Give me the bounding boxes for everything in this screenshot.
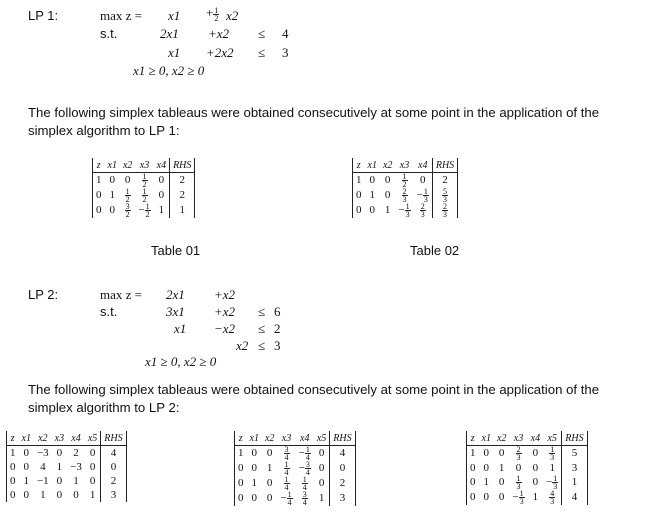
ta-h-x5: x5: [85, 431, 101, 446]
t1-cell: $\frac{3}{2}$: [125, 202, 130, 219]
tb-cell: 1: [235, 446, 247, 462]
ta-cell: 1: [73, 474, 79, 487]
ta-cell: 4: [40, 460, 46, 473]
table02: [352, 158, 458, 218]
t2-h-x1: x1: [365, 158, 380, 173]
lp1-st-label: s.t.: [100, 26, 118, 41]
tc-cell: 1: [543, 461, 562, 475]
t1-cell: 0: [124, 174, 131, 186]
lp1-c2-x1: x1: [168, 45, 181, 60]
lp2-obj-x2: +x2: [214, 287, 236, 302]
lp1-nonneg: x1 ≥ 0, x2 ≥ 0: [133, 63, 205, 78]
ta-h-x2: x2: [34, 431, 52, 446]
tc-cell: 1: [532, 491, 539, 503]
t2-cell: 1: [384, 204, 391, 216]
ta-cell: 0: [85, 474, 101, 488]
lp1-c2-rhs: 3: [282, 45, 289, 60]
t1-h-z: z: [93, 158, 105, 173]
t1-cell: 1: [154, 203, 170, 218]
ta-cell: 0: [56, 488, 63, 501]
t2-h-rhs: RHS: [432, 158, 457, 173]
tc-cell: 0: [498, 476, 505, 488]
table-a: [6, 431, 127, 502]
table02-caption: Table 02: [410, 243, 460, 258]
tc-cell: 0: [498, 491, 505, 503]
t2-cell: 0: [353, 203, 365, 218]
tc-cell: $\frac{1}{3}$: [543, 446, 562, 462]
lp1-obj-x1: x1: [168, 8, 181, 23]
t2-cell: − $\frac{1}{3}$: [398, 202, 410, 219]
lp1-c1-rel: ≤: [258, 26, 266, 41]
t2-cell: 0: [384, 174, 391, 186]
ta-cell: 0: [7, 474, 19, 488]
tb-cell: 0: [330, 461, 355, 476]
tb-cell: $\frac{1}{4}$: [284, 475, 289, 492]
ta-cell: 0: [85, 446, 101, 461]
ta-cell: 1: [23, 474, 29, 487]
t2-h-x3: x3: [395, 158, 413, 173]
tb-cell: 0: [314, 476, 330, 491]
ta-cell: 3: [101, 488, 126, 502]
tb-cell: 3: [330, 491, 355, 506]
table-c: [466, 431, 588, 505]
tc-h-x3: x3: [509, 431, 527, 446]
tc-cell: $\frac{1}{3}$: [516, 474, 521, 491]
ta-cell: −1: [36, 474, 49, 487]
tc-h-x1: x1: [479, 431, 494, 446]
para1: The following simplex tableaus were obtained consecutively at some point in the application of the simplex algorithm to LP 1:: [28, 105, 600, 138]
tb-cell: − $\frac{1}{4}$: [280, 490, 292, 507]
tc-cell: 0: [483, 461, 489, 474]
tb-h-rhs: RHS: [330, 431, 355, 446]
lp2-c2-rhs: 2: [274, 321, 281, 336]
ta-h-x1: x1: [19, 431, 34, 446]
tc-cell: 0: [532, 476, 539, 488]
tb-h-x1: x1: [247, 431, 262, 446]
lp2-c3-x2: x2: [236, 338, 249, 353]
para2: The following simplex tableaus were obtained consecutively at some point in the application of the simplex algorithm to LP 2:: [28, 382, 600, 415]
tb-cell: $\frac{1}{4}$: [284, 460, 289, 477]
lp1-obj-x2: x2: [226, 8, 239, 23]
tb-cell: $\frac{1}{4}$: [302, 475, 307, 492]
ta-cell: 1: [7, 446, 19, 461]
lp1-c1-x2: +x2: [208, 26, 230, 41]
lp2-c1-rel: ≤: [258, 304, 266, 319]
t1-cell: 1: [93, 173, 105, 189]
lp2-c2-rel: ≤: [258, 321, 266, 336]
lp2-c2-x1: x1: [174, 321, 187, 336]
lp2-label: LP 2:: [28, 287, 59, 302]
tb-cell: 0: [251, 462, 257, 474]
t2-cell: $\frac{5}{3}$: [432, 188, 457, 203]
t2-h-x2: x2: [380, 158, 395, 173]
t1-h-rhs: RHS: [170, 158, 195, 173]
tb-cell: 0: [266, 492, 273, 504]
t1-cell: 0: [109, 174, 115, 186]
t1-cell: 0: [109, 204, 115, 216]
tb-cell: $\frac{3}{4}$: [302, 490, 307, 507]
t1-cell: 2: [170, 188, 195, 203]
t1-cell: − $\frac{1}{2}$: [138, 202, 150, 219]
ta-h-x4: x4: [67, 431, 85, 446]
tb-cell: 0: [251, 492, 257, 504]
t2-cell: 1: [353, 173, 365, 189]
lp1-max-label: max z =: [100, 8, 142, 23]
tc-cell: 0: [532, 461, 539, 474]
t2-cell: 0: [353, 188, 365, 203]
tc-h-x4: x4: [528, 431, 543, 446]
tc-cell: 0: [515, 461, 522, 474]
ta-cell: −3: [70, 460, 82, 473]
tc-cell: 0: [483, 447, 489, 459]
lp2-c1-x2: +x2: [214, 304, 236, 319]
tb-cell: 0: [266, 477, 273, 489]
t1-cell: 0: [93, 188, 105, 203]
ta-cell: 2: [73, 446, 79, 459]
tb-cell: 1: [251, 477, 257, 489]
tc-cell: 1: [498, 461, 505, 474]
tc-cell: $\frac{2}{3}$: [516, 445, 521, 462]
table-b: [234, 431, 356, 506]
ta-cell: 1: [56, 460, 63, 473]
t1-cell: 0: [154, 173, 170, 189]
tb-h-x4: x4: [296, 431, 314, 446]
lp2-c3-rel: ≤: [258, 338, 266, 353]
lp1-c2-x2: +2x2: [206, 45, 234, 60]
t1-cell: $\frac{1}{2}$: [142, 172, 147, 189]
ta-cell: 0: [101, 460, 126, 474]
t2-h-x4: x4: [414, 158, 433, 173]
t1-h-x2: x2: [120, 158, 135, 173]
tc-cell: 1: [483, 476, 489, 488]
t1-cell: 2: [170, 173, 195, 189]
ta-cell: 1: [40, 488, 46, 501]
ta-cell: 2: [101, 474, 126, 488]
ta-cell: 0: [23, 488, 29, 501]
tb-cell: − $\frac{3}{4}$: [298, 460, 310, 477]
ta-cell: 4: [101, 446, 126, 461]
t1-cell: 1: [109, 189, 115, 201]
lp2-c1-rhs: 6: [274, 304, 281, 319]
lp1-c1-x1: 2x1: [160, 26, 179, 41]
t2-cell: $\frac{2}{3}$: [414, 203, 433, 218]
tc-cell: 4: [562, 490, 587, 505]
tb-cell: 0: [266, 447, 273, 459]
t1-h-x4: x4: [154, 158, 170, 173]
t2-cell: 0: [384, 189, 391, 201]
tc-cell: 1: [562, 475, 587, 490]
tc-h-z: z: [467, 431, 479, 446]
lp2-nonneg: x1 ≥ 0, x2 ≥ 0: [145, 354, 217, 369]
lp2-obj-x1: 2x1: [166, 287, 185, 302]
lp1-c1-rhs: 4: [282, 26, 289, 41]
tc-cell: 0: [467, 475, 479, 490]
ta-cell: 0: [23, 446, 29, 459]
t1-h-x3: x3: [135, 158, 153, 173]
tb-cell: 0: [314, 461, 330, 476]
lp2-c2-x2: −x2: [214, 321, 236, 336]
ta-h-rhs: RHS: [101, 431, 126, 446]
ta-cell: 0: [56, 474, 63, 487]
tc-cell: − $\frac{1}{3}$: [512, 489, 524, 506]
lp1-c2-rel: ≤: [258, 45, 266, 60]
t2-cell: $\frac{2}{3}$: [432, 203, 457, 218]
ta-h-z: z: [7, 431, 19, 446]
t1-h-x1: x1: [105, 158, 120, 173]
ta-cell: 0: [7, 460, 19, 474]
tc-cell: 1: [467, 446, 479, 462]
tb-cell: 0: [314, 446, 330, 462]
ta-cell: 0: [7, 488, 19, 502]
tb-cell: $\frac{3}{4}$: [284, 445, 289, 462]
t2-cell: 2: [432, 173, 457, 189]
tc-cell: 0: [467, 461, 479, 475]
tc-cell: 0: [498, 447, 505, 459]
tb-h-x3: x3: [277, 431, 295, 446]
table01-caption: Table 01: [151, 243, 201, 258]
tb-h-x5: x5: [314, 431, 330, 446]
ta-cell: 0: [73, 488, 79, 501]
lp2-max-label: max z =: [100, 287, 142, 302]
lp2-st-label: s.t.: [100, 304, 118, 319]
tb-cell: 1: [314, 491, 330, 506]
table01: [92, 158, 195, 218]
tc-cell: − $\frac{1}{3}$: [543, 475, 562, 490]
tc-cell: 0: [532, 447, 539, 459]
t1-cell: 0: [93, 203, 105, 218]
tb-h-z: z: [235, 431, 247, 446]
t2-cell: − $\frac{1}{3}$: [414, 188, 433, 203]
ta-cell: 0: [23, 460, 29, 473]
lp2-c3-rhs: 3: [274, 338, 281, 353]
tb-cell: − $\frac{1}{4}$: [298, 445, 310, 462]
tc-cell: 5: [562, 446, 587, 462]
tc-cell: 3: [562, 461, 587, 475]
t2-cell: 1: [369, 189, 375, 201]
lp1-label: LP 1:: [28, 8, 59, 23]
tc-cell: 0: [467, 490, 479, 505]
tb-h-x2: x2: [262, 431, 277, 446]
lp1-obj-frac: $\frac{1}{2}$: [214, 5, 219, 23]
ta-cell: 1: [85, 488, 101, 502]
ta-cell: 0: [56, 446, 63, 459]
lp2-c1-x1: 3x1: [166, 304, 185, 319]
ta-cell: 0: [85, 460, 101, 474]
t1-cell: $\frac{1}{2}$: [125, 187, 130, 204]
tb-cell: 0: [235, 491, 247, 506]
tc-h-rhs: RHS: [562, 431, 587, 446]
ta-cell: −3: [36, 446, 49, 459]
t1-cell: 1: [170, 203, 195, 218]
tb-cell: 0: [251, 447, 257, 459]
t2-cell: $\frac{2}{3}$: [402, 187, 407, 204]
t2-cell: 0: [369, 204, 375, 216]
tc-cell: $\frac{4}{3}$: [543, 490, 562, 505]
t2-h-z: z: [353, 158, 365, 173]
tb-cell: 1: [266, 462, 273, 474]
tb-cell: 4: [330, 446, 355, 462]
tb-cell: 0: [235, 476, 247, 491]
t1-cell: 0: [154, 188, 170, 203]
ta-h-x3: x3: [52, 431, 67, 446]
lp1-obj-coef: + $\frac{1}{2}$: [206, 5, 219, 23]
tc-h-x2: x2: [494, 431, 509, 446]
tb-cell: 2: [330, 476, 355, 491]
tc-h-x5: x5: [543, 431, 562, 446]
t1-cell: $\frac{1}{2}$: [142, 187, 147, 204]
t2-cell: $\frac{1}{2}$: [402, 172, 407, 189]
t2-cell: 0: [369, 174, 375, 186]
tb-cell: 0: [235, 461, 247, 476]
tc-cell: 0: [483, 491, 489, 503]
t2-cell: 0: [414, 173, 433, 189]
